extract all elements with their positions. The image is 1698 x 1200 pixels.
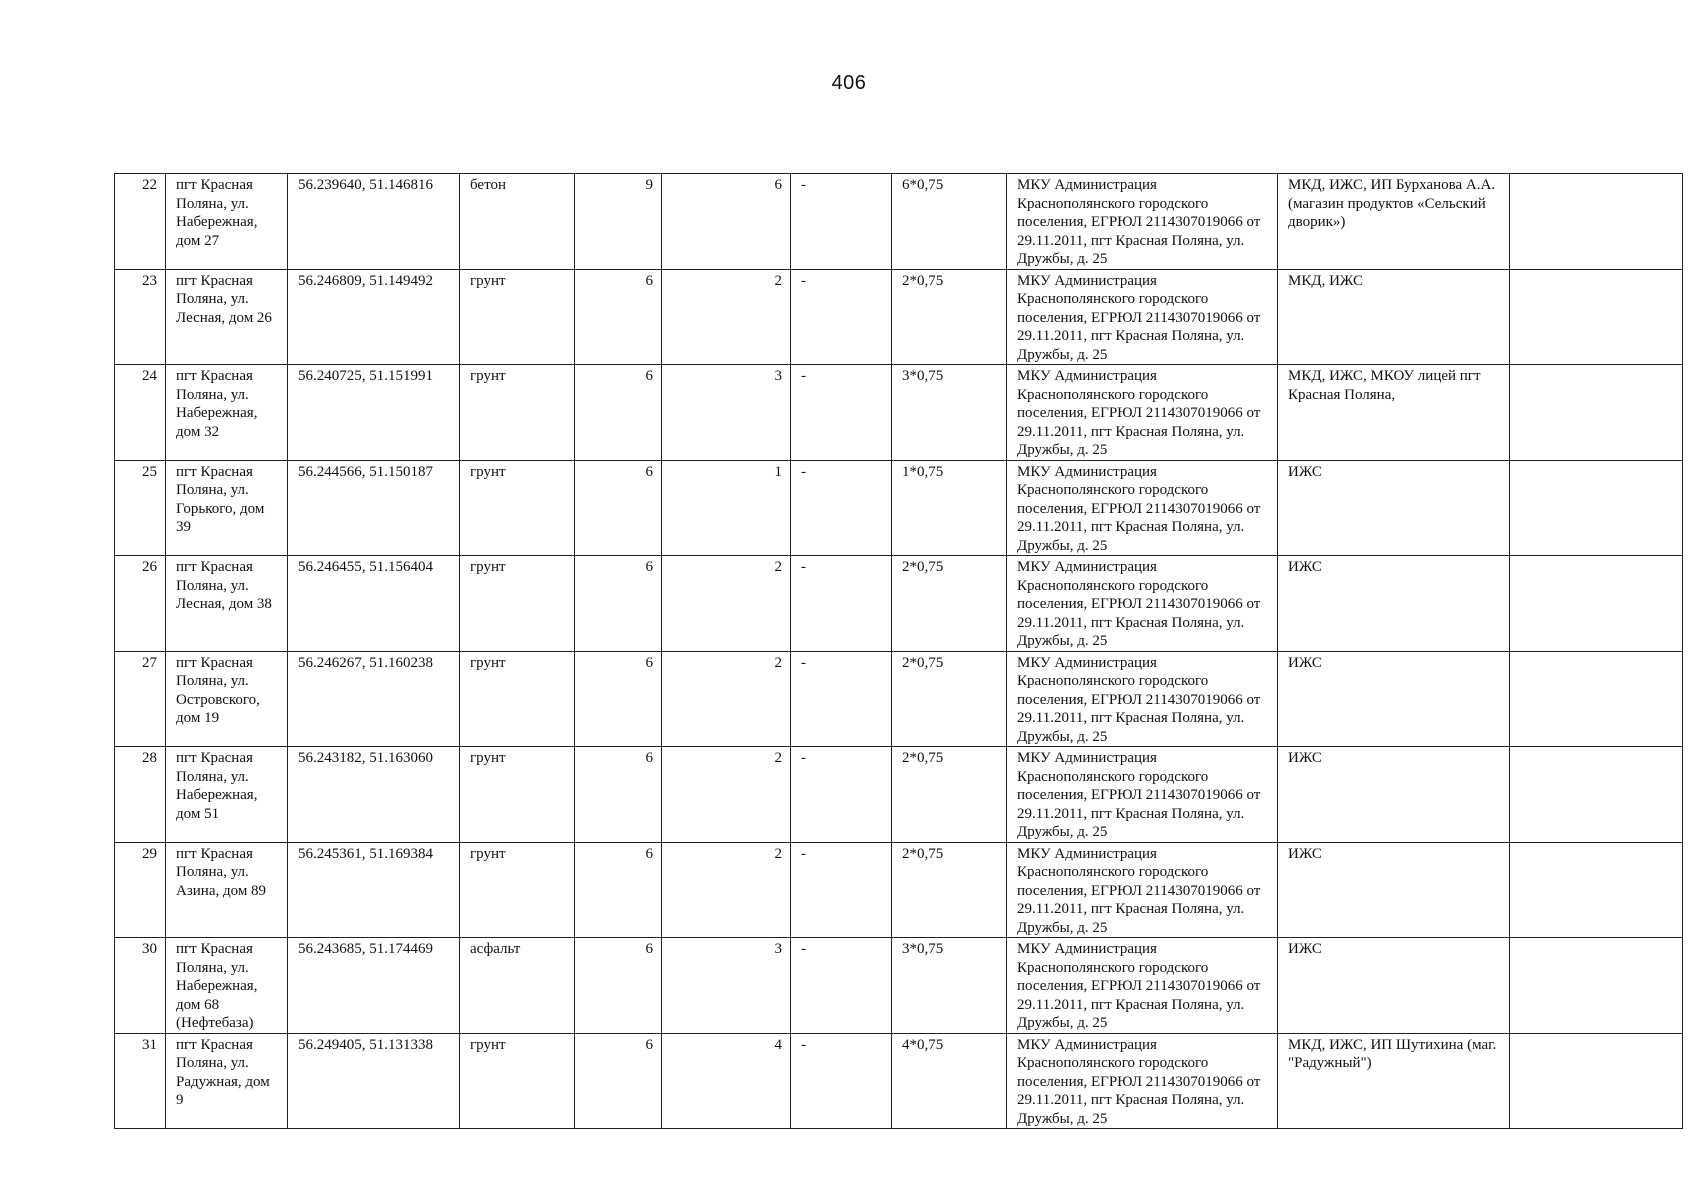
table-row bbox=[115, 174, 1683, 270]
container-count-cell: 3 bbox=[662, 365, 791, 461]
note-cell bbox=[1510, 460, 1683, 556]
note-cell bbox=[1510, 651, 1683, 747]
extra-cell: - bbox=[791, 269, 892, 365]
extra-cell: - bbox=[791, 174, 892, 270]
note-cell bbox=[1510, 556, 1683, 652]
table-row bbox=[115, 556, 1683, 652]
volume-cell: 3*0,75 bbox=[892, 938, 1007, 1034]
extra-cell: - bbox=[791, 651, 892, 747]
row-number: 23 bbox=[115, 269, 166, 365]
container-count-cell: 3 bbox=[662, 938, 791, 1034]
row-number: 28 bbox=[115, 747, 166, 843]
sources-cell: ИЖС bbox=[1278, 556, 1510, 652]
surface-cell: грунт bbox=[460, 747, 575, 843]
coordinates-cell: 56.246809, 51.149492 bbox=[288, 269, 460, 365]
address-cell: пгт Красная Поляна, ул. Набережная, дом 32 bbox=[166, 365, 288, 461]
registry-table bbox=[114, 173, 1683, 1129]
volume-cell: 4*0,75 bbox=[892, 1033, 1007, 1129]
address-cell: пгт Красная Поляна, ул. Набережная, дом 68 (Нефтебаза) bbox=[166, 938, 288, 1034]
area-cell: 6 bbox=[575, 651, 662, 747]
coordinates-cell: 56.246455, 51.156404 bbox=[288, 556, 460, 652]
extra-cell: - bbox=[791, 747, 892, 843]
note-cell bbox=[1510, 938, 1683, 1034]
coordinates-cell: 56.249405, 51.131338 bbox=[288, 1033, 460, 1129]
owner-cell: МКУ Администрация Краснополянского городского поселения, ЕГРЮЛ 2114307019066 от 29.11.2011, пгт Красная Поляна, ул. Дружбы, д. 25 bbox=[1007, 460, 1278, 556]
container-count-cell: 1 bbox=[662, 460, 791, 556]
container-count-cell: 2 bbox=[662, 269, 791, 365]
row-number: 25 bbox=[115, 460, 166, 556]
container-count-cell: 2 bbox=[662, 842, 791, 938]
address-cell: пгт Красная Поляна, ул. Лесная, дом 26 bbox=[166, 269, 288, 365]
table-row bbox=[115, 365, 1683, 461]
area-cell: 9 bbox=[575, 174, 662, 270]
table-row bbox=[115, 842, 1683, 938]
row-number: 24 bbox=[115, 365, 166, 461]
sources-cell: МКД, ИЖС, ИП Бурханова А.А. (магазин продуктов «Сельский дворик») bbox=[1278, 174, 1510, 270]
surface-cell: грунт bbox=[460, 460, 575, 556]
coordinates-cell: 56.240725, 51.151991 bbox=[288, 365, 460, 461]
address-cell: пгт Красная Поляна, ул. Островского, дом 19 bbox=[166, 651, 288, 747]
surface-cell: грунт bbox=[460, 365, 575, 461]
address-cell: пгт Красная Поляна, ул. Азина, дом 89 bbox=[166, 842, 288, 938]
sources-cell: ИЖС bbox=[1278, 938, 1510, 1034]
container-count-cell: 2 bbox=[662, 747, 791, 843]
address-cell: пгт Красная Поляна, ул. Набережная, дом 27 bbox=[166, 174, 288, 270]
table-row bbox=[115, 460, 1683, 556]
extra-cell: - bbox=[791, 365, 892, 461]
coordinates-cell: 56.239640, 51.146816 bbox=[288, 174, 460, 270]
address-cell: пгт Красная Поляна, ул. Лесная, дом 38 bbox=[166, 556, 288, 652]
extra-cell: - bbox=[791, 1033, 892, 1129]
note-cell bbox=[1510, 365, 1683, 461]
surface-cell: бетон bbox=[460, 174, 575, 270]
area-cell: 6 bbox=[575, 1033, 662, 1129]
address-cell: пгт Красная Поляна, ул. Набережная, дом 51 bbox=[166, 747, 288, 843]
sources-cell: ИЖС bbox=[1278, 747, 1510, 843]
sources-cell: ИЖС bbox=[1278, 460, 1510, 556]
area-cell: 6 bbox=[575, 747, 662, 843]
extra-cell: - bbox=[791, 460, 892, 556]
container-count-cell: 2 bbox=[662, 651, 791, 747]
volume-cell: 1*0,75 bbox=[892, 460, 1007, 556]
owner-cell: МКУ Администрация Краснополянского городского поселения, ЕГРЮЛ 2114307019066 от 29.11.2011, пгт Красная Поляна, ул. Дружбы, д. 25 bbox=[1007, 651, 1278, 747]
row-number: 31 bbox=[115, 1033, 166, 1129]
area-cell: 6 bbox=[575, 938, 662, 1034]
coordinates-cell: 56.244566, 51.150187 bbox=[288, 460, 460, 556]
address-cell: пгт Красная Поляна, ул. Горького, дом 39 bbox=[166, 460, 288, 556]
volume-cell: 3*0,75 bbox=[892, 365, 1007, 461]
sources-cell: МКД, ИЖС bbox=[1278, 269, 1510, 365]
volume-cell: 2*0,75 bbox=[892, 269, 1007, 365]
note-cell bbox=[1510, 842, 1683, 938]
owner-cell: МКУ Администрация Краснополянского городского поселения, ЕГРЮЛ 2114307019066 от 29.11.2011, пгт Красная Поляна, ул. Дружбы, д. 25 bbox=[1007, 365, 1278, 461]
row-number: 22 bbox=[115, 174, 166, 270]
coordinates-cell: 56.243685, 51.174469 bbox=[288, 938, 460, 1034]
area-cell: 6 bbox=[575, 842, 662, 938]
table-row bbox=[115, 938, 1683, 1034]
row-number: 26 bbox=[115, 556, 166, 652]
area-cell: 6 bbox=[575, 365, 662, 461]
area-cell: 6 bbox=[575, 460, 662, 556]
owner-cell: МКУ Администрация Краснополянского городского поселения, ЕГРЮЛ 2114307019066 от 29.11.2011, пгт Красная Поляна, ул. Дружбы, д. 25 bbox=[1007, 269, 1278, 365]
volume-cell: 2*0,75 bbox=[892, 556, 1007, 652]
volume-cell: 2*0,75 bbox=[892, 747, 1007, 843]
sources-cell: ИЖС bbox=[1278, 651, 1510, 747]
note-cell bbox=[1510, 747, 1683, 843]
sources-cell: МКД, ИЖС, МКОУ лицей пгт Красная Поляна, bbox=[1278, 365, 1510, 461]
table-row bbox=[115, 651, 1683, 747]
sources-cell: ИЖС bbox=[1278, 842, 1510, 938]
owner-cell: МКУ Администрация Краснополянского городского поселения, ЕГРЮЛ 2114307019066 от 29.11.2011, пгт Красная Поляна, ул. Дружбы, д. 25 bbox=[1007, 174, 1278, 270]
row-number: 27 bbox=[115, 651, 166, 747]
sources-cell: МКД, ИЖС, ИП Шутихина (маг. "Радужный") bbox=[1278, 1033, 1510, 1129]
owner-cell: МКУ Администрация Краснополянского городского поселения, ЕГРЮЛ 2114307019066 от 29.11.2011, пгт Красная Поляна, ул. Дружбы, д. 25 bbox=[1007, 842, 1278, 938]
coordinates-cell: 56.245361, 51.169384 bbox=[288, 842, 460, 938]
row-number: 29 bbox=[115, 842, 166, 938]
surface-cell: грунт bbox=[460, 1033, 575, 1129]
extra-cell: - bbox=[791, 556, 892, 652]
container-count-cell: 6 bbox=[662, 174, 791, 270]
owner-cell: МКУ Администрация Краснополянского городского поселения, ЕГРЮЛ 2114307019066 от 29.11.2011, пгт Красная Поляна, ул. Дружбы, д. 25 bbox=[1007, 747, 1278, 843]
registry-table-body bbox=[115, 174, 1683, 1129]
container-count-cell: 2 bbox=[662, 556, 791, 652]
container-count-cell: 4 bbox=[662, 1033, 791, 1129]
surface-cell: грунт bbox=[460, 269, 575, 365]
row-number: 30 bbox=[115, 938, 166, 1034]
table-row bbox=[115, 1033, 1683, 1129]
owner-cell: МКУ Администрация Краснополянского городского поселения, ЕГРЮЛ 2114307019066 от 29.11.2011, пгт Красная Поляна, ул. Дружбы, д. 25 bbox=[1007, 938, 1278, 1034]
area-cell: 6 bbox=[575, 556, 662, 652]
note-cell bbox=[1510, 174, 1683, 270]
surface-cell: грунт bbox=[460, 556, 575, 652]
volume-cell: 6*0,75 bbox=[892, 174, 1007, 270]
note-cell bbox=[1510, 1033, 1683, 1129]
note-cell bbox=[1510, 269, 1683, 365]
address-cell: пгт Красная Поляна, ул. Радужная, дом 9 bbox=[166, 1033, 288, 1129]
area-cell: 6 bbox=[575, 269, 662, 365]
table-row bbox=[115, 269, 1683, 365]
table-row bbox=[115, 747, 1683, 843]
surface-cell: грунт bbox=[460, 842, 575, 938]
coordinates-cell: 56.243182, 51.163060 bbox=[288, 747, 460, 843]
extra-cell: - bbox=[791, 938, 892, 1034]
page-number: 406 bbox=[831, 72, 867, 94]
surface-cell: грунт bbox=[460, 651, 575, 747]
coordinates-cell: 56.246267, 51.160238 bbox=[288, 651, 460, 747]
owner-cell: МКУ Администрация Краснополянского городского поселения, ЕГРЮЛ 2114307019066 от 29.11.2011, пгт Красная Поляна, ул. Дружбы, д. 25 bbox=[1007, 1033, 1278, 1129]
volume-cell: 2*0,75 bbox=[892, 842, 1007, 938]
volume-cell: 2*0,75 bbox=[892, 651, 1007, 747]
surface-cell: асфальт bbox=[460, 938, 575, 1034]
extra-cell: - bbox=[791, 842, 892, 938]
owner-cell: МКУ Администрация Краснополянского городского поселения, ЕГРЮЛ 2114307019066 от 29.11.2011, пгт Красная Поляна, ул. Дружбы, д. 25 bbox=[1007, 556, 1278, 652]
